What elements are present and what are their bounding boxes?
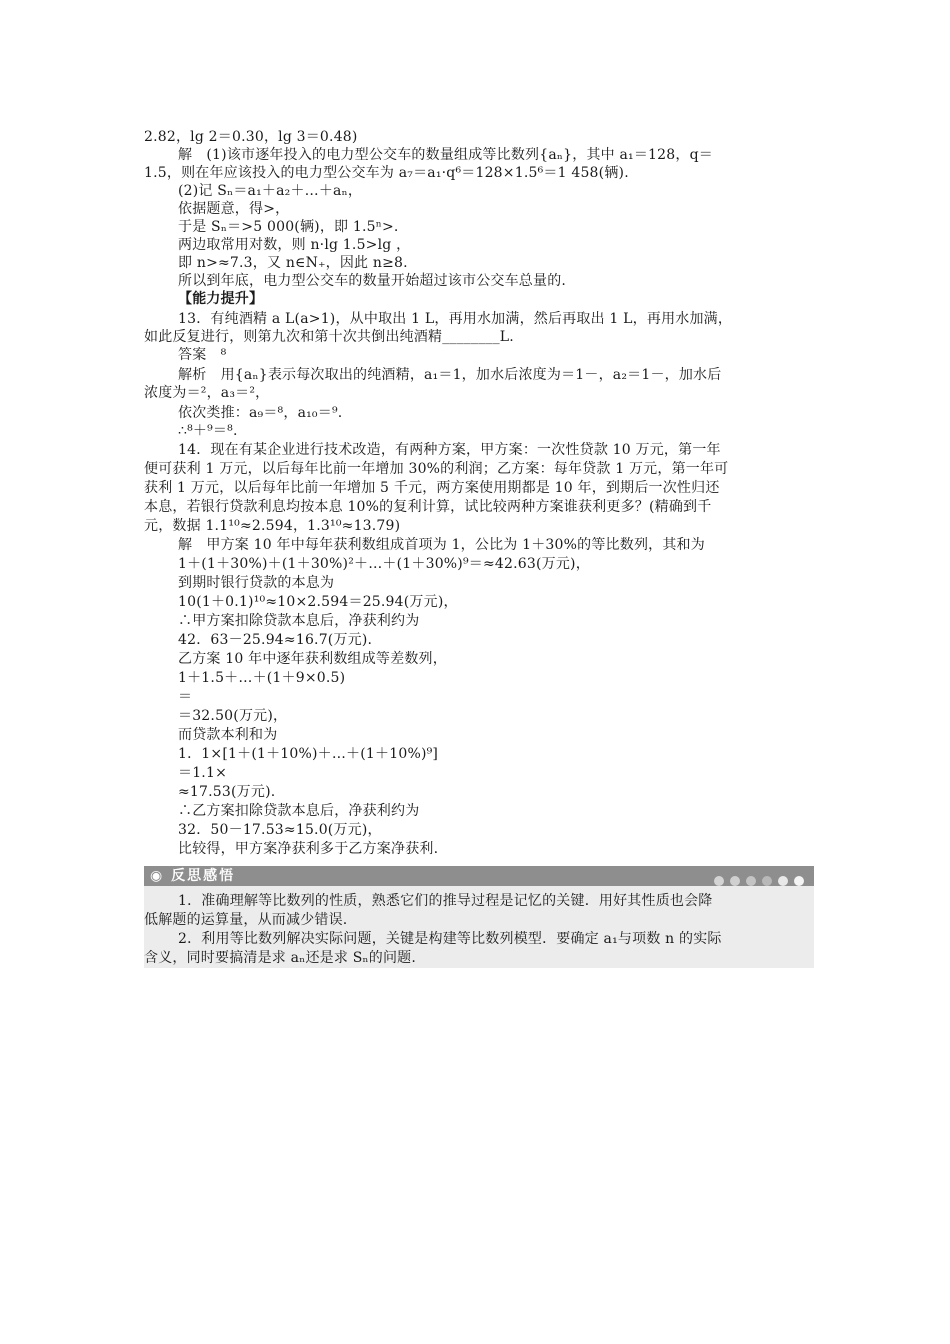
- text-line: 10(1＋0.1)¹⁰≈10×2.594＝25.94(万元)，: [178, 594, 458, 610]
- text-line: 如此反复进行，则第九次和第十次共倒出纯酒精________L.: [144, 329, 514, 345]
- text-line: 便可获利 1 万元，以后每年比前一年增加 30%的利润；乙方案：每年贷款 1 万元，第一年可: [144, 461, 729, 477]
- text-line: ＝32.50(万元)，: [178, 708, 288, 724]
- reflection-title: ◉ 反思感悟: [150, 868, 236, 884]
- text-line: ∴⁸＋⁹＝⁸.: [178, 423, 238, 439]
- decor-dot-icon: [778, 876, 788, 886]
- text-line: 解 甲方案 10 年中每年获利数组成首项为 1，公比为 1＋30%的等比数列，其和为: [178, 537, 705, 553]
- text-line: 浓度为＝²，a₃＝²，: [144, 385, 270, 401]
- text-line: ＝1.1×: [178, 765, 227, 781]
- text-line: 1＋(1＋30%)＋(1＋30%)²＋…＋(1＋30%)⁹＝≈42.63(万元)，: [178, 556, 590, 572]
- decor-dot-icon: [730, 876, 740, 886]
- banner-dots: [708, 871, 804, 881]
- decor-dot-icon: [746, 876, 756, 886]
- text-line: 解析 用{aₙ}表示每次取出的纯酒精，a₁＝1，加水后浓度为＝1－，a₂＝1－，加水后: [178, 367, 722, 383]
- text-line: 低解题的运算量，从而减少错误.: [144, 912, 348, 928]
- text-line: 答案 ⁸: [178, 347, 227, 363]
- text-line: 元，数据 1.1¹⁰≈2.594，1.3¹⁰≈13.79): [144, 518, 401, 534]
- text-line: 乙方案 10 年中逐年获利数组成等差数列，: [178, 651, 447, 667]
- text-line: 42．63－25.94≈16.7(万元).: [178, 632, 373, 648]
- text-line: 14．现在有某企业进行技术改造，有两种方案，甲方案：一次性贷款 10 万元，第一年: [178, 442, 721, 458]
- text-line: 依次类推：a₉＝⁸，a₁₀＝⁹.: [178, 405, 343, 421]
- decor-dot-icon: [794, 876, 804, 886]
- text-line: ∴甲方案扣除贷款本息后，净获利约为: [178, 613, 420, 629]
- decor-dot-icon: [762, 876, 772, 886]
- text-line: 2.82，lg 2＝0.30，lg 3＝0.48): [144, 129, 358, 145]
- text-line: 解 (1)该市逐年投入的电力型公交车的数量组成等比数列{aₙ}，其中 a₁＝128，q＝: [178, 147, 713, 163]
- text-line: ≈17.53(万元).: [178, 784, 276, 800]
- text-line: 2．利用等比数列解决实际问题，关键是构建等比数列模型．要确定 a₁与项数 n 的实际: [178, 931, 722, 947]
- text-line: 依据题意，得>，: [178, 201, 290, 217]
- text-line: 13．有纯酒精 a L(a>1)，从中取出 1 L，再用水加满，然后再取出 1 L，再用水加满，: [178, 311, 733, 327]
- text-line: (2)记 Sₙ＝a₁＋a₂＋…＋aₙ，: [178, 183, 363, 199]
- text-line: 比较得，甲方案净获利多于乙方案净获利.: [178, 841, 439, 857]
- text-line: 两边取常用对数，则 n·lg 1.5>lg ，: [178, 237, 411, 253]
- text-line: 【能力提升】: [178, 291, 264, 307]
- text-line: ＝: [178, 689, 193, 705]
- text-line: 获利 1 万元，以后每年比前一年增加 5 千元，两方案使用期都是 10 年，到期后一次性归还: [144, 480, 720, 496]
- text-line: 所以到年底，电力型公交车的数量开始超过该市公交车总量的.: [178, 273, 567, 289]
- text-line: ∴乙方案扣除贷款本息后，净获利约为: [178, 803, 420, 819]
- text-line: 而贷款本利和为: [178, 727, 278, 743]
- text-line: 含义，同时要搞清是求 aₙ还是求 Sₙ的问题.: [144, 950, 417, 966]
- text-line: 于是 Sₙ＝>5 000(辆)，即 1.5ⁿ>.: [178, 219, 399, 235]
- text-line: 32．50－17.53≈15.0(万元)，: [178, 822, 382, 838]
- reflection-banner: [144, 866, 814, 886]
- text-line: 即 n>≈7.3，又 n∈N₊，因此 n≥8.: [178, 255, 408, 271]
- text-line: 本息，若银行贷款利息均按本息 10%的复利计算，试比较两种方案谁获利更多？(精确到千: [144, 499, 712, 515]
- text-line: 到期时银行贷款的本息为: [178, 575, 335, 591]
- text-line: 1.5，则在年应该投入的电力型公交车为 a₇＝a₁·q⁶＝128×1.5⁶＝1 458(辆).: [144, 165, 629, 181]
- text-line: 1．1×[1＋(1＋10%)＋…＋(1＋10%)⁹]: [178, 746, 439, 762]
- text-line: 1．准确理解等比数列的性质，熟悉它们的推导过程是记忆的关键．用好其性质也会降: [178, 893, 713, 909]
- decor-dot-icon: [714, 876, 724, 886]
- text-line: 1＋1.5＋…＋(1＋9×0.5): [178, 670, 346, 686]
